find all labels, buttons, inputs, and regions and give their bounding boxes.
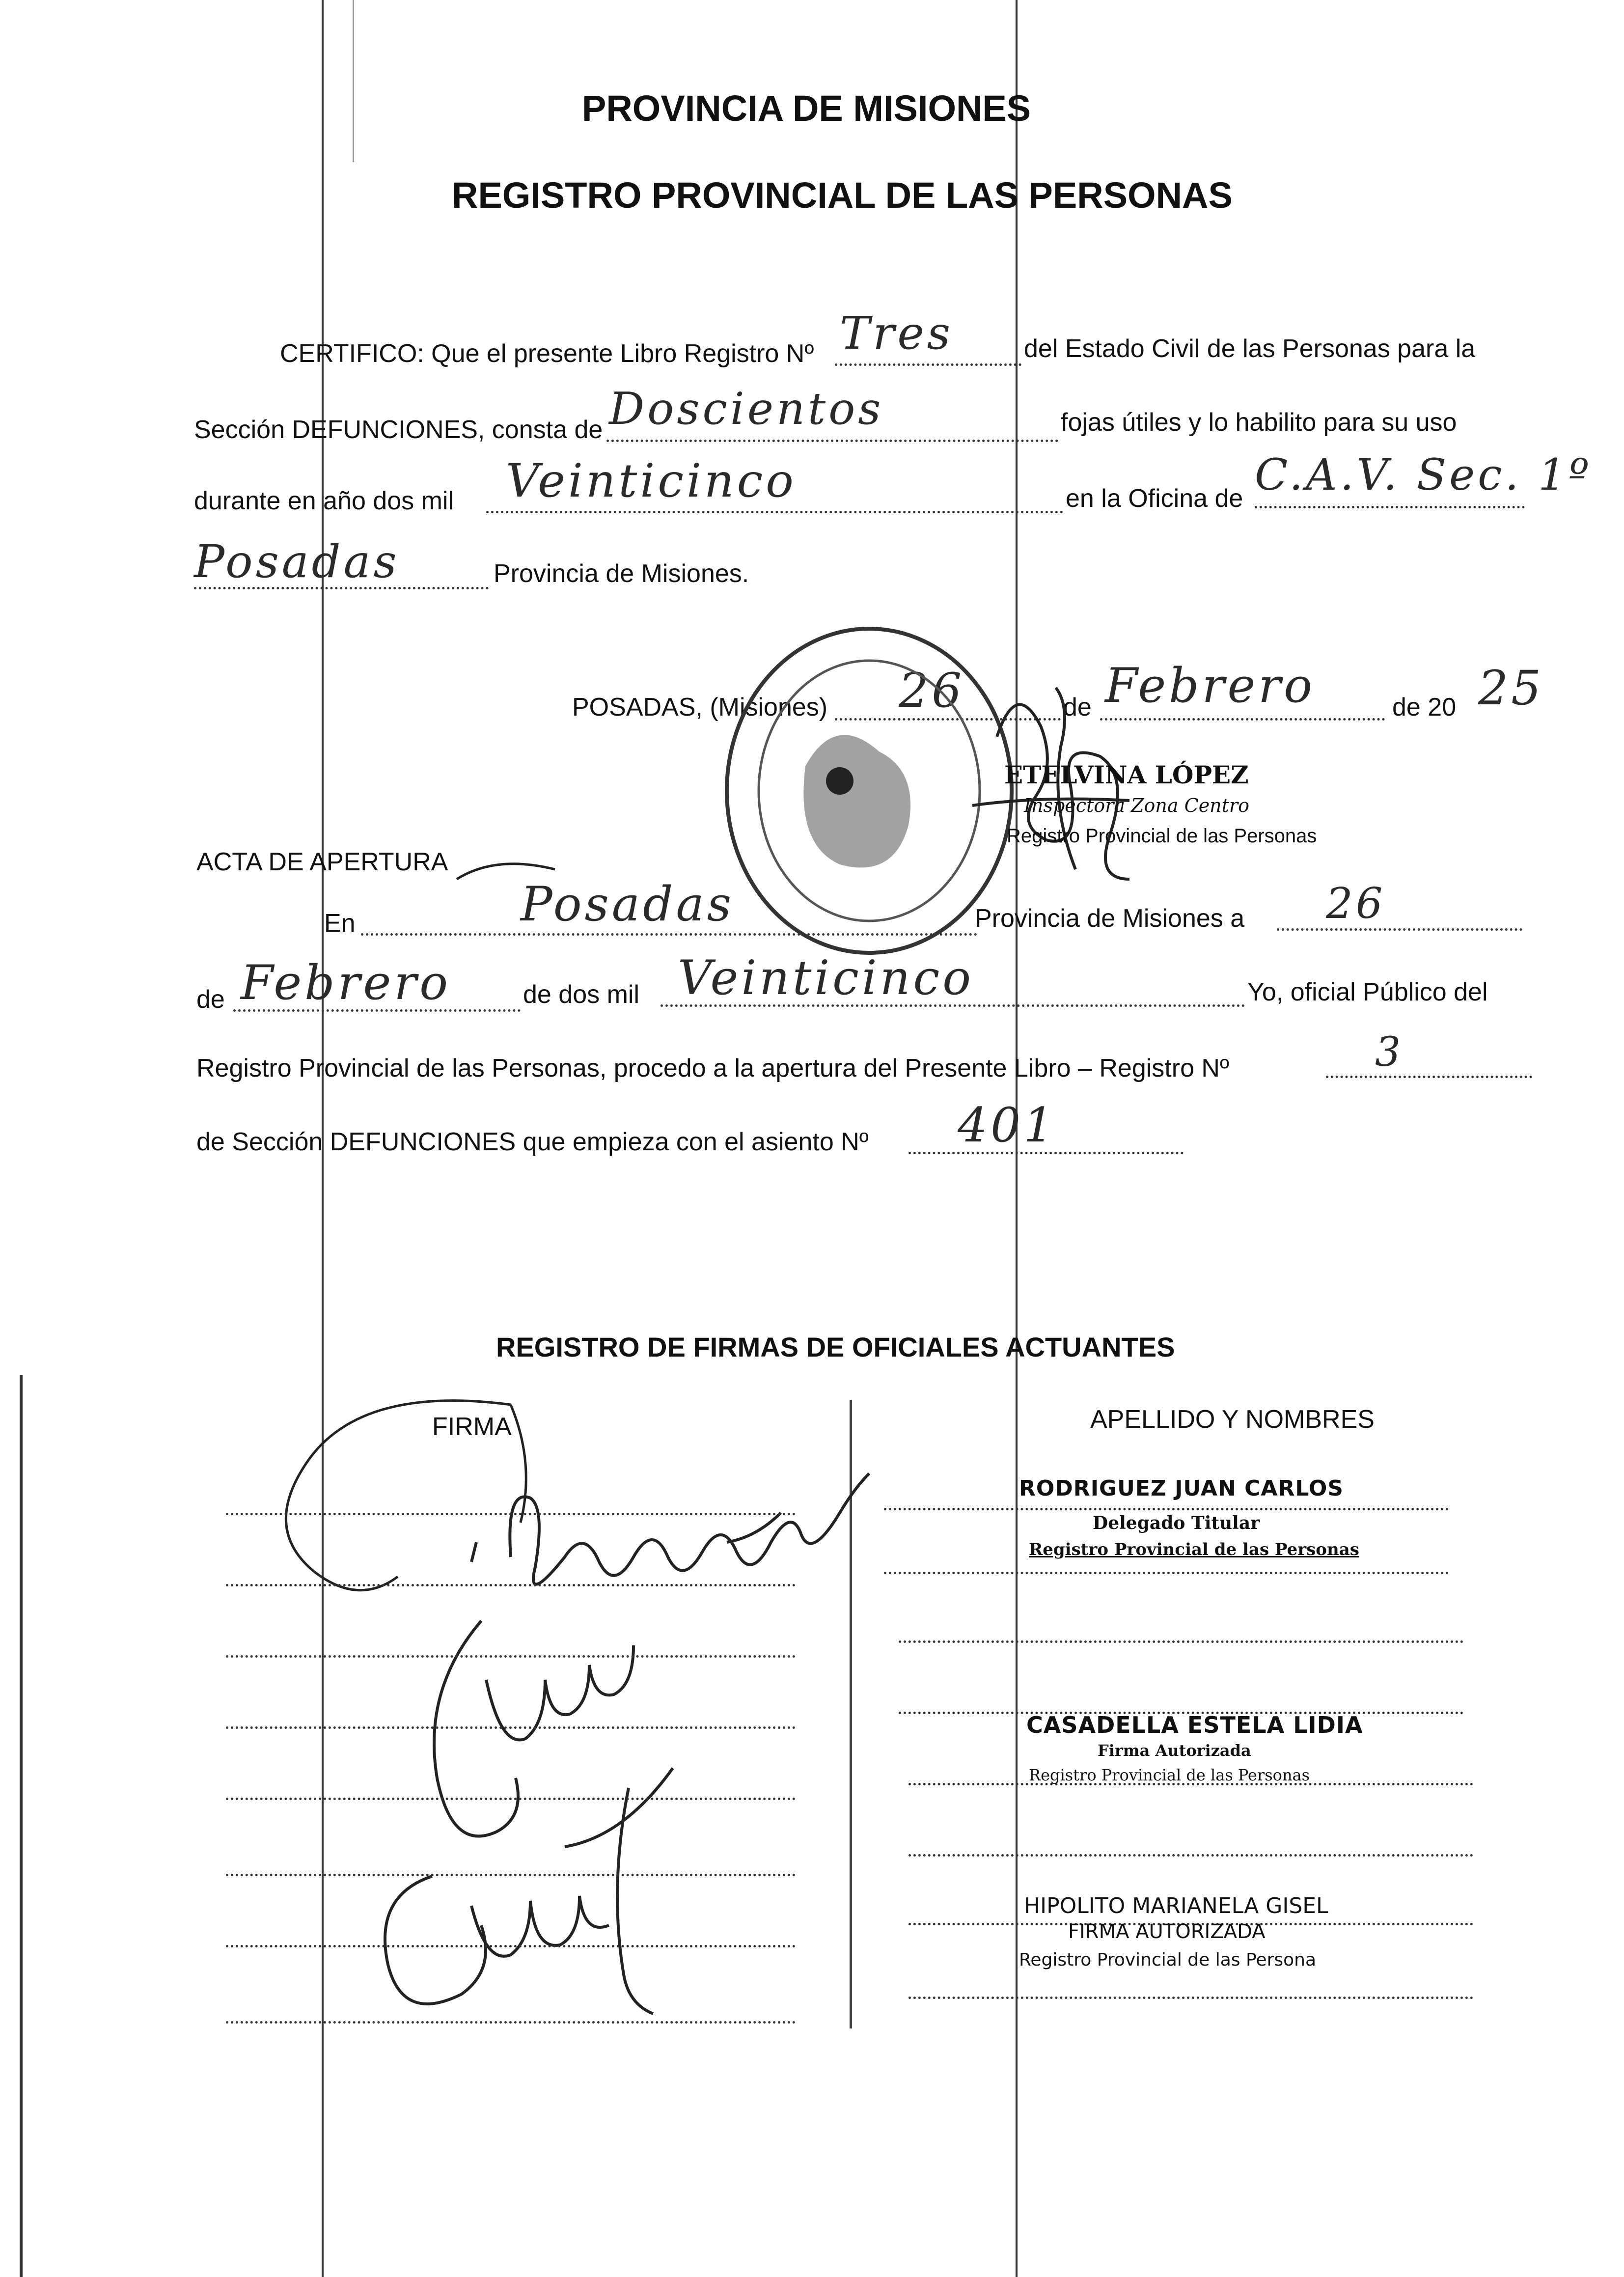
hand-acta-book: 3 xyxy=(1375,1029,1404,1076)
nombre-line-6 xyxy=(908,1854,1473,1857)
official-2-office: Registro Provincial de las Personas xyxy=(1029,1766,1310,1784)
acta-city-dots xyxy=(361,933,977,936)
hand-acta-day: 26 xyxy=(1326,879,1386,928)
cert-line3-text: durante en año dos mil xyxy=(194,487,454,515)
hand-acta-entry: 401 xyxy=(958,1098,1057,1153)
cert-line1-text: CERTIFICO: Que el presente Libro Registro Nº xyxy=(280,339,814,368)
inspector-stamp-office: Registro Provincial de las Personas xyxy=(1007,825,1317,847)
hand-date-day: 26 xyxy=(899,663,965,718)
hand-date-month: Febrero xyxy=(1105,658,1316,713)
acta-line1-text: Provincia de Misiones a xyxy=(975,904,1245,933)
acta-line1-en: En xyxy=(324,909,356,938)
nombre-line-1 xyxy=(884,1508,1449,1510)
date-line-text: POSADAS, (Misiones) xyxy=(572,693,828,722)
date-line-year: de 20 xyxy=(1392,693,1457,722)
cert-line2-text-end: fojas útiles y lo habilito para su uso xyxy=(1061,408,1457,437)
acta-line2-dosmil: de dos mil xyxy=(523,980,639,1009)
acta-heading: ACTA DE APERTURA xyxy=(196,848,448,876)
nombres-column-header: APELLIDO Y NOMBRES xyxy=(1090,1405,1375,1434)
acta-line4-text: de Sección DEFUNCIONES que empieza con el asiento Nº xyxy=(196,1128,869,1156)
acta-book-dots xyxy=(1326,1076,1532,1078)
firma-line-8 xyxy=(226,2021,796,2024)
firma-column-header: FIRMA xyxy=(432,1413,512,1441)
round-seal xyxy=(727,629,1012,953)
acta-day-dots xyxy=(1277,928,1522,931)
signature-1 xyxy=(471,1473,869,1584)
official-1-title: Delegado Titular xyxy=(1093,1513,1260,1533)
firma-line-5 xyxy=(226,1798,796,1800)
hand-acta-city: Posadas xyxy=(521,877,734,932)
date-line-de: de xyxy=(1063,693,1092,722)
cert-line2-text: Sección DEFUNCIONES, consta de xyxy=(194,416,603,444)
hand-acta-year: Veinticinco xyxy=(678,950,974,1005)
nombre-line-8 xyxy=(908,1997,1473,1999)
firma-line-1 xyxy=(226,1513,796,1515)
firma-line-4 xyxy=(226,1726,796,1729)
official-3-title: FIRMA AUTORIZADA xyxy=(1068,1920,1266,1943)
official-3-name: HIPOLITO MARIANELA GISEL xyxy=(1024,1893,1328,1918)
firma-line-2 xyxy=(226,1584,796,1586)
hand-year: Veinticinco xyxy=(506,454,797,508)
firma-line-3 xyxy=(226,1655,796,1658)
firma-line-7 xyxy=(226,1945,796,1947)
signatures-heading: REGISTRO DE FIRMAS DE OFICIALES ACTUANTES xyxy=(496,1332,1175,1362)
hand-date-year: 25 xyxy=(1478,661,1544,716)
cert-line4-text: Provincia de Misiones. xyxy=(494,559,749,588)
hand-acta-month: Febrero xyxy=(241,955,451,1010)
nombre-line-3 xyxy=(899,1640,1463,1643)
cert-line3-text-end: en la Oficina de xyxy=(1066,484,1243,513)
hand-city: Posadas xyxy=(194,535,400,588)
inspector-stamp-role: Inspectora Zona Centro xyxy=(1024,795,1249,816)
signature-3 xyxy=(385,1768,673,2014)
acta-line2-text: Yo, oficial Público del xyxy=(1247,978,1488,1006)
hand-office: C.A.V. Sec. 1º xyxy=(1255,449,1592,500)
cert-line1-text-end: del Estado Civil de las Personas para la xyxy=(1024,334,1476,363)
official-2-title: Firma Autorizada xyxy=(1098,1741,1251,1760)
hand-pages: Doscientos xyxy=(609,383,884,435)
registry-title: REGISTRO PROVINCIAL DE LAS PERSONAS xyxy=(452,175,1233,216)
acta-line3-text: Registro Provincial de las Personas, procedo a la apertura del Presente Libro – Registro Nº xyxy=(196,1054,1229,1083)
official-1-name: RODRIGUEZ JUAN CARLOS xyxy=(1019,1476,1344,1501)
province-title: PROVINCIA DE MISIONES xyxy=(582,88,1031,129)
official-3-office: Registro Provincial de las Persona xyxy=(1019,1950,1317,1970)
official-2-name: CASADELLA ESTELA LIDIA xyxy=(1026,1712,1363,1738)
inspector-stamp-name: ETELVINA LÓPEZ xyxy=(1004,760,1249,789)
nombre-line-2 xyxy=(884,1572,1449,1574)
official-1-office: Registro Provincial de las Personas xyxy=(1029,1540,1359,1559)
acta-line2-de: de xyxy=(196,985,225,1014)
firma-line-6 xyxy=(226,1874,796,1876)
hand-book-number: Tres xyxy=(840,307,953,360)
